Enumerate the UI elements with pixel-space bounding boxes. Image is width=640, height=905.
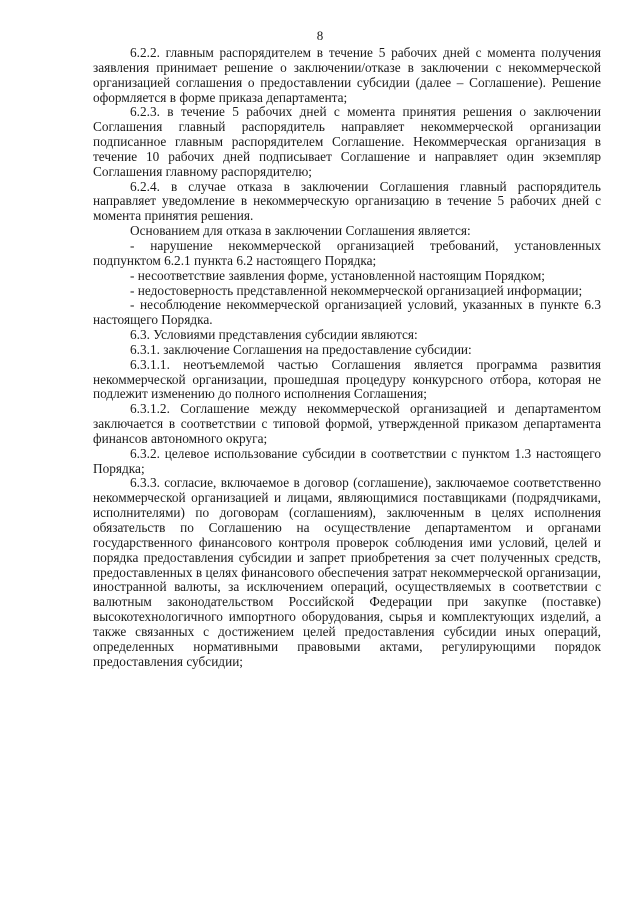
refusal-ground-item: - нарушение некоммерческой организацией требований, установленных подпунктом 6.2.1 пункта 6.2 настоящего Порядка;	[93, 237, 601, 268]
paragraph-6-3: 6.3. Условиями представления субсидии являются:	[130, 327, 418, 343]
refusal-ground-item: - несоблюдение некоммерческой организацией условий, указанных в пункте 6.3 настоящего Порядка.	[93, 297, 601, 328]
refusal-ground-item: - недостоверность представленной некоммерческой организацией информации;	[130, 282, 583, 298]
paragraph-6-3-3: 6.3.3. согласие, включаемое в договор (соглашение), заключаемое соответственно некоммерческой организацией и лицами, являющимися поставщиками (подрядчиками, исполнителями) по договорам (соглашениям), заключенным в целях исполнения обязательств по Соглашению на осуществление департаментом и органами государственного финансового контроля проверок соблюдения ими условий, целей и порядка предоставления субсидии и запрет приобретения за счет полученных средств, предоставленных в целях финансового обеспечения затрат некоммерческой организации, иностранной валюты, за исключением операций, осуществляемых в соответствии с валютным законодательством Российской Федерации при закупке (поставке) высокотехнологичного импортного оборудования, сырья и комплектующих изделий, а также связанных с достижением целей предоставления субсидии иных операций, определенных нормативными правовыми актами, регулирующими порядок предоставления субсидии;	[93, 475, 601, 669]
paragraph-6-2-3: 6.2.3. в течение 5 рабочих дней с момента принятия решения о заключении Соглашения главный распорядитель направляет некоммерческой организации подписанное главным распорядителем Соглашение. Некоммерческая организация в течение 10 рабочих дней подписывает Соглашение и направляет один экземпляр Соглашения главному распорядителю;	[93, 104, 601, 179]
paragraph-6-2-2: 6.2.2. главным распорядителем в течение 5 рабочих дней с момента получения заявления принимает решение о заключении/отказе в заключении с некоммерческой организацией соглашения о предоставлении субсидии (далее – Соглашение). Решение оформляется в форме приказа департамента;	[93, 45, 601, 105]
paragraph-6-3-1-2: 6.3.1.2. Соглашение между некоммерческой организацией и департаментом заключается в соответствии с типовой формой, утвержденной приказом департамента финансов автономного округа;	[93, 401, 601, 446]
document-body	[93, 46, 601, 669]
paragraph-6-3-2: 6.3.2. целевое использование субсидии в соответствии с пунктом 1.3 настоящего Порядка;	[93, 445, 601, 476]
refusal-grounds-heading: Основанием для отказа в заключении Соглашения является:	[130, 223, 471, 239]
paragraph-6-2-4: 6.2.4. в случае отказа в заключении Соглашения главный распорядитель направляет уведомление в некоммерческую организацию в течение 5 рабочих дней с момента принятия решения.	[93, 178, 601, 224]
paragraph-6-3-1-1: 6.3.1.1. неотъемлемой частью Соглашения является программа развития некоммерческой организации, прошедшая процедуру конкурсного отбора, которая не подлежит изменению до полного исполнения Соглашения;	[93, 356, 601, 402]
paragraph-6-3-1: 6.3.1. заключение Соглашения на предоставление субсидии:	[130, 341, 472, 357]
page-number: 8	[316, 28, 324, 43]
refusal-ground-item: - несоответствие заявления форме, установленной настоящим Порядком;	[130, 267, 545, 283]
